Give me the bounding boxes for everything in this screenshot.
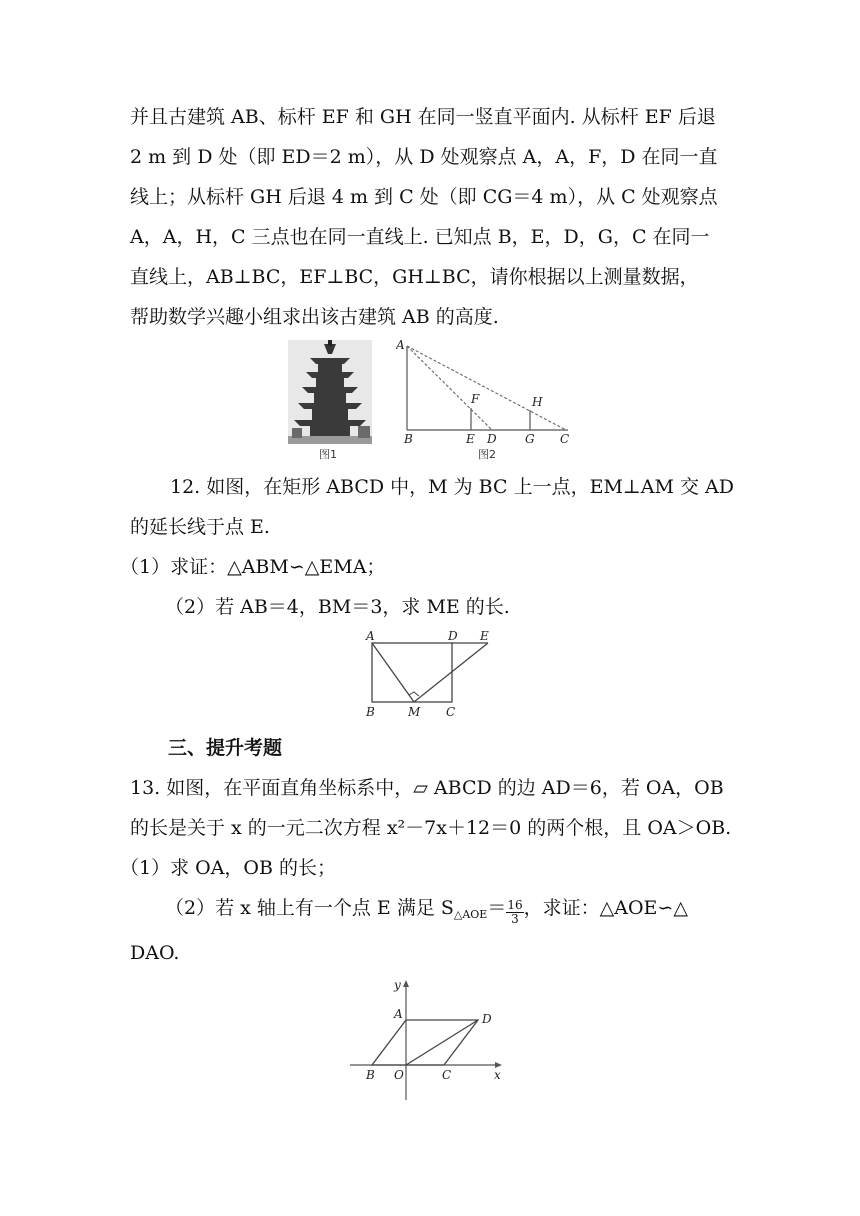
p11-line-1: 并且古建筑 AB、标杆 EF 和 GH 在同一竖直平面内. 从标杆 EF 后退 xyxy=(130,106,716,128)
label-A: A xyxy=(394,1007,403,1021)
label-B: B xyxy=(404,432,413,446)
label-C: C xyxy=(442,1068,452,1082)
label-D: D xyxy=(482,1012,492,1026)
label-C: C xyxy=(560,432,570,446)
figure-2-diagram xyxy=(396,338,580,464)
p11-line-2: 2 m 到 D 处（即 ED＝2 m），从 D 处观察点 A，A，F，D 在同一直 xyxy=(130,146,718,168)
p11-line-5: 直线上，AB⊥BC，EF⊥BC，GH⊥BC，请你根据以上测量数据， xyxy=(130,266,699,288)
label-F: F xyxy=(471,392,480,406)
p13-part2-subscript: △AOE xyxy=(453,908,488,921)
fig1-caption: 图1 xyxy=(319,448,337,461)
label-E: E xyxy=(480,629,489,643)
p13-part2-equals: ＝ xyxy=(487,897,507,919)
p11-line-6: 帮助数学兴趣小组求出该古建筑 AB 的高度. xyxy=(130,306,499,328)
p13-part-2-line-2: DAO. xyxy=(130,942,180,964)
label-A: A xyxy=(366,629,375,643)
p12-part-2: （2）若 AB＝4，BM＝3，求 ME 的长. xyxy=(165,596,510,618)
p12-part-1: （1）求证：△ABM∽△EMA； xyxy=(120,556,386,578)
label-y: y xyxy=(394,978,401,992)
p13-part2-prefix: （2）若 x 轴上有一个点 E 满足 S xyxy=(165,897,454,919)
label-G: G xyxy=(525,432,535,446)
p12-stem-line-1: 12. 如图，在矩形 ABCD 中，M 为 BC 上一点，EM⊥AM 交 AD xyxy=(170,476,734,498)
problem12-figure xyxy=(362,628,498,722)
label-H: H xyxy=(532,395,543,409)
p13-part2-suffix: ，求证：△AOE∽△ xyxy=(523,897,688,919)
p13-part-1: （1）求 OA，OB 的长； xyxy=(120,857,337,879)
label-x: x xyxy=(494,1068,501,1082)
problem13-coordinate-figure xyxy=(350,976,510,1104)
label-A: A xyxy=(396,338,405,352)
p13-stem-line-1: 13. 如图，在平面直角坐标系中，▱ ABCD 的边 AD＝6，若 OA，OB xyxy=(130,777,724,799)
p11-line-4: A，A，H，C 三点也在同一直线上. 已知点 B，E，D，G，C 在同一 xyxy=(130,226,710,248)
p13-part-2 xyxy=(165,895,688,928)
fraction xyxy=(506,899,523,926)
label-D: D xyxy=(448,629,458,643)
label-E: E xyxy=(466,432,475,446)
label-O: O xyxy=(394,1068,404,1082)
fraction-denominator: 3 xyxy=(511,912,519,926)
label-B: B xyxy=(366,1068,375,1082)
label-B: B xyxy=(366,705,375,719)
fig2-caption: 图2 xyxy=(478,448,496,461)
pagoda-photo xyxy=(288,340,372,464)
section-title: 三、提升考题 xyxy=(168,737,283,759)
p11-line-3: 线上；从标杆 GH 后退 4 m 到 C 处（即 CG＝4 m），从 C 处观察点 xyxy=(130,186,718,208)
p12-stem-line-2: 的延长线于点 E. xyxy=(130,516,270,538)
label-D: D xyxy=(487,432,497,446)
p13-stem-line-2: 的长是关于 x 的一元二次方程 x²－7x＋12＝0 的两个根，且 OA＞OB. xyxy=(130,817,732,839)
label-M: M xyxy=(408,705,421,719)
fraction-numerator: 16 xyxy=(507,898,523,912)
label-C: C xyxy=(446,705,456,719)
